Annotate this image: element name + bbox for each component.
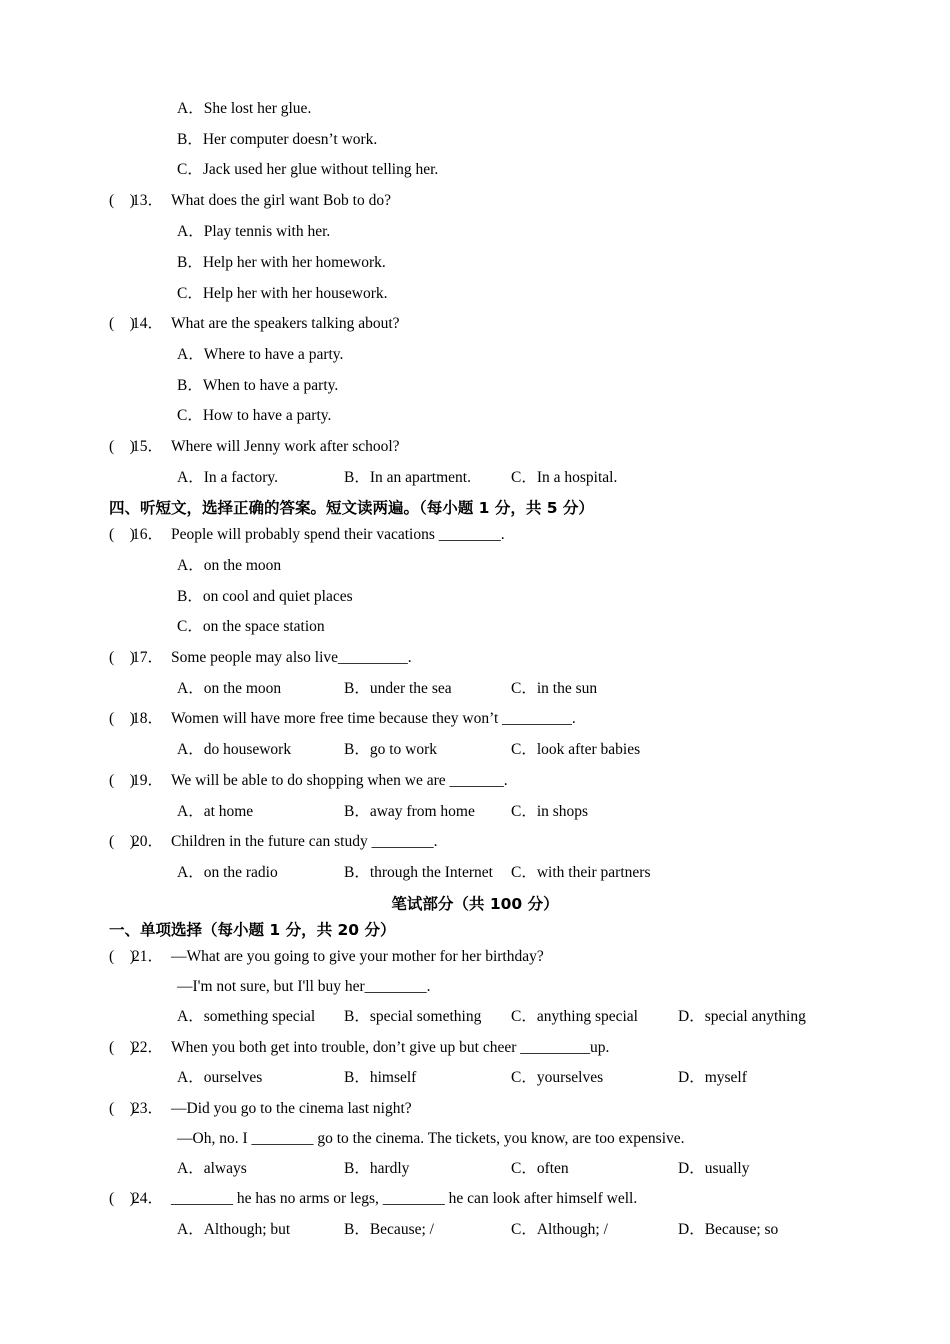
option-c: C．In a hospital. — [511, 469, 618, 486]
option-b: B．himself — [344, 1069, 417, 1086]
q16-option-a: A．on the moon — [177, 557, 282, 574]
question-stem: What does the girl want Bob to do? — [171, 192, 391, 209]
question-number: 22． — [132, 1039, 164, 1056]
answer-blank[interactable]: ( ) — [109, 772, 135, 789]
answer-blank[interactable]: ( ) — [109, 649, 135, 666]
option-c: C．often — [511, 1160, 569, 1177]
answer-blank[interactable]: ( ) — [109, 1100, 135, 1117]
option-a: A．do housework — [177, 741, 292, 758]
answer-blank[interactable]: ( ) — [109, 1039, 135, 1056]
question-number: 20． — [132, 833, 164, 850]
option-b: B．through the Internet — [344, 864, 493, 881]
question-number: 19． — [132, 772, 164, 789]
question-stem: Some people may also live_________. — [171, 649, 412, 666]
option-a: A．Although; but — [177, 1221, 291, 1238]
q12-option-b: B．Her computer doesn’t work. — [177, 131, 378, 148]
answer-blank[interactable]: ( ) — [109, 438, 135, 455]
section-heading: 一、单项选择（每小题 1 分，共 20 分） — [109, 921, 396, 939]
question-stem-reply: —Oh, no. I ________ go to the cinema. The tickets, you know, are too expensive. — [177, 1130, 685, 1147]
q16-option-b: B．on cool and quiet places — [177, 588, 353, 605]
question-stem: Women will have more free time because they won’t _________. — [171, 710, 576, 727]
option-b: B．special something — [344, 1008, 482, 1025]
q12-option-a: A．She lost her glue. — [177, 100, 312, 117]
answer-blank[interactable]: ( ) — [109, 526, 135, 543]
q14-option-b: B．When to have a party. — [177, 377, 339, 394]
question-number: 14． — [132, 315, 164, 332]
q13-option-a: A．Play tennis with her. — [177, 223, 331, 240]
question-number: 17． — [132, 649, 164, 666]
q13-option-b: B．Help her with her homework. — [177, 254, 386, 271]
option-a: A．on the radio — [177, 864, 278, 881]
option-b: B．In an apartment. — [344, 469, 471, 486]
option-a: A．In a factory. — [177, 469, 278, 486]
question-stem: When you both get into trouble, don’t give up but cheer _________up. — [171, 1039, 610, 1056]
q16-option-c: C．on the space station — [177, 618, 325, 635]
q14-option-a: A．Where to have a party. — [177, 346, 344, 363]
option-a: A．ourselves — [177, 1069, 263, 1086]
question-stem-reply: —I'm not sure, but I'll buy her________. — [177, 978, 431, 995]
q14-option-c: C．How to have a party. — [177, 407, 332, 424]
question-stem: Children in the future can study ________. — [171, 833, 438, 850]
question-number: 23． — [132, 1100, 164, 1117]
option-d: D．usually — [678, 1160, 750, 1177]
answer-blank[interactable]: ( ) — [109, 710, 135, 727]
question-number: 16． — [132, 526, 164, 543]
answer-blank[interactable]: ( ) — [109, 315, 135, 332]
question-stem: Where will Jenny work after school? — [171, 438, 400, 455]
option-b: B．hardly — [344, 1160, 410, 1177]
option-b: B．go to work — [344, 741, 438, 758]
part-heading: 笔试部分（共 100 分） — [391, 895, 559, 913]
option-b: B．Because; / — [344, 1221, 434, 1238]
option-b: B．away from home — [344, 803, 475, 820]
option-c: C．in the sun — [511, 680, 598, 697]
option-a: A．on the moon — [177, 680, 282, 697]
option-c: C．look after babies — [511, 741, 641, 758]
question-stem: We will be able to do shopping when we are _______. — [171, 772, 508, 789]
option-a: A．at home — [177, 803, 254, 820]
option-d: D．myself — [678, 1069, 747, 1086]
answer-blank[interactable]: ( ) — [109, 833, 135, 850]
question-stem: What are the speakers talking about? — [171, 315, 400, 332]
question-number: 21． — [132, 948, 164, 965]
question-number: 24． — [132, 1190, 164, 1207]
option-d: D．special anything — [678, 1008, 806, 1025]
q12-option-c: C．Jack used her glue without telling her. — [177, 161, 439, 178]
option-c: C．Although; / — [511, 1221, 608, 1238]
question-stem: —What are you going to give your mother for her birthday? — [171, 948, 544, 965]
option-c: C．with their partners — [511, 864, 651, 881]
question-stem: —Did you go to the cinema last night? — [171, 1100, 412, 1117]
question-stem: People will probably spend their vacations ________. — [171, 526, 505, 543]
q13-option-c: C．Help her with her housework. — [177, 285, 388, 302]
option-d: D．Because; so — [678, 1221, 779, 1238]
section-heading: 四、听短文，选择正确的答案。短文读两遍。（每小题 1 分，共 5 分） — [109, 499, 594, 517]
option-a: A．always — [177, 1160, 247, 1177]
option-c: C．anything special — [511, 1008, 638, 1025]
question-number: 13． — [132, 192, 164, 209]
question-stem: ________ he has no arms or legs, ________ he can look after himself well. — [171, 1190, 638, 1207]
question-number: 15． — [132, 438, 164, 455]
question-number: 18． — [132, 710, 164, 727]
option-c: C．yourselves — [511, 1069, 604, 1086]
option-b: B．under the sea — [344, 680, 452, 697]
option-c: C．in shops — [511, 803, 589, 820]
answer-blank[interactable]: ( ) — [109, 1190, 135, 1207]
option-a: A．something special — [177, 1008, 316, 1025]
answer-blank[interactable]: ( ) — [109, 192, 135, 209]
answer-blank[interactable]: ( ) — [109, 948, 135, 965]
